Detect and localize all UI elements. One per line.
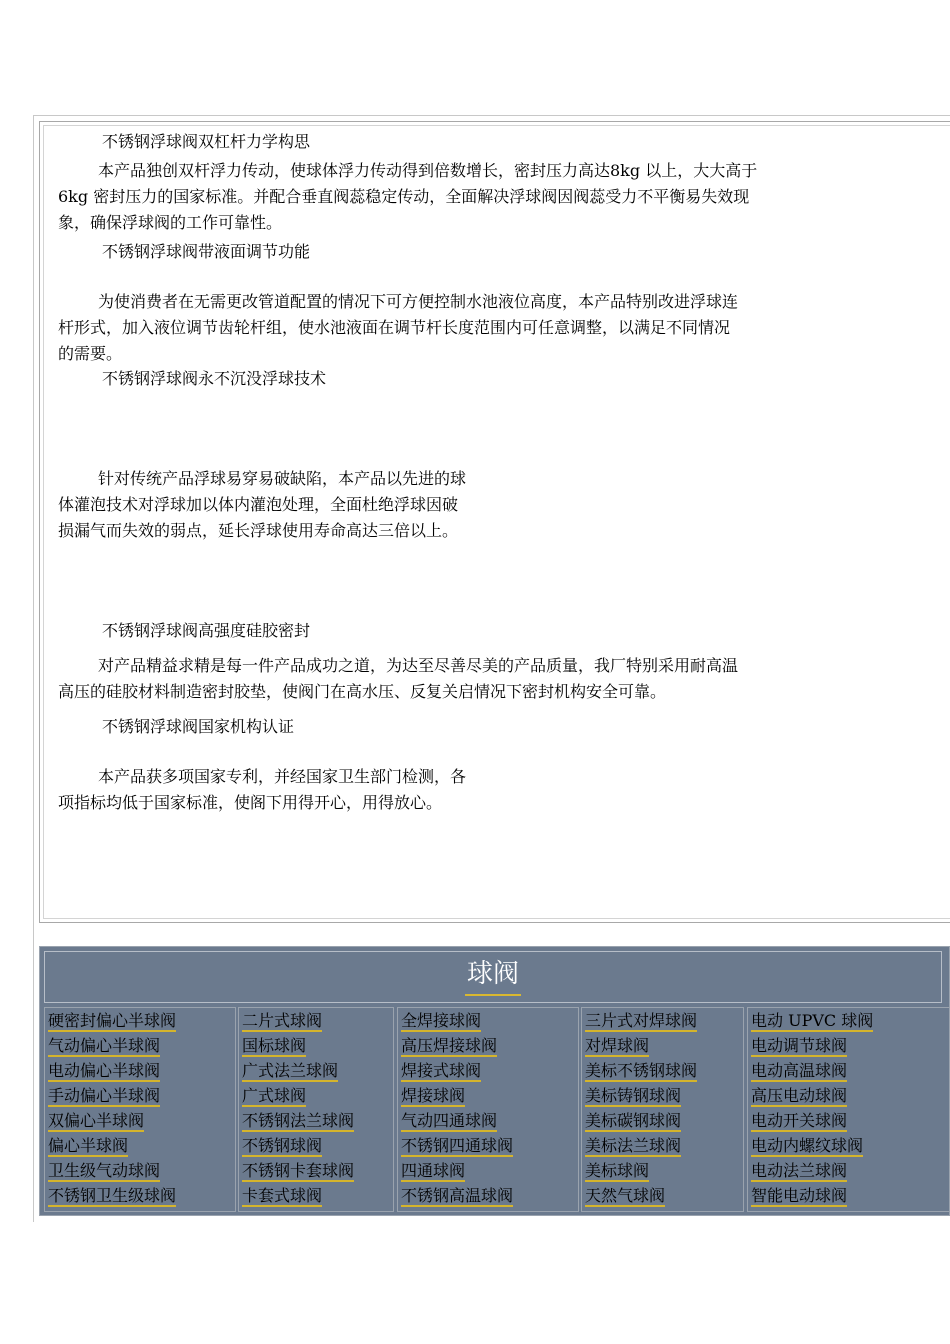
body-line: 体灌泡技术对浮球加以体内灌泡处理，全面杜绝浮球因破	[58, 495, 459, 514]
category-column-1	[44, 1007, 236, 1212]
category-link-label: 不锈钢法兰球阀	[242, 1111, 355, 1130]
category-link[interactable]	[48, 1185, 235, 1210]
category-columns	[44, 1007, 950, 1212]
category-link[interactable]	[242, 1010, 393, 1035]
category-link[interactable]	[401, 1135, 578, 1160]
category-link-label: 硬密封偏心半球阀	[48, 1011, 177, 1030]
category-link-label: 双偏心半球阀	[48, 1111, 145, 1130]
category-link[interactable]	[401, 1160, 578, 1185]
category-link-label: 四通球阀	[401, 1161, 466, 1180]
section-body-certification	[58, 764, 466, 816]
body-line: 针对传统产品浮球易穿易破缺陷，本产品以先进的球	[98, 469, 467, 488]
category-link[interactable]	[48, 1110, 235, 1135]
category-link[interactable]	[751, 1135, 950, 1160]
body-line: 损漏气而失效的弱点，延长浮球使用寿命高达三倍以上。	[58, 521, 459, 540]
category-link[interactable]	[401, 1185, 578, 1210]
category-header	[44, 951, 942, 1003]
category-link[interactable]	[401, 1085, 578, 1110]
category-link-label: 卫生级气动球阀	[48, 1161, 161, 1180]
body-line: 6kg 密封压力的国家标准。并配合垂直阀蕊稳定传动，全面解决浮球阀因阀蕊受力不平衡易失效现	[58, 187, 750, 206]
category-link[interactable]	[48, 1085, 235, 1110]
category-link[interactable]	[585, 1110, 743, 1135]
category-link-label: 美标法兰球阀	[585, 1136, 682, 1155]
category-link-label: 不锈钢球阀	[242, 1136, 323, 1155]
section-body-lever	[58, 158, 757, 236]
category-link[interactable]	[242, 1135, 393, 1160]
body-line: 象，确保浮球阀的工作可靠性。	[58, 213, 283, 232]
category-link-label: 气动偏心半球阀	[48, 1036, 161, 1055]
category-link[interactable]	[751, 1035, 950, 1060]
body-line: 项指标均低于国家标准，使阁下用得开心，用得放心。	[58, 793, 443, 812]
body-line: 对产品精益求精是每一件产品成功之道，为达至尽善尽美的产品质量，我厂特别采用耐高温	[98, 656, 739, 675]
category-link-label: 不锈钢卡套球阀	[242, 1161, 355, 1180]
category-link-label: 电动 UPVC 球阀	[751, 1011, 874, 1030]
category-link-label: 天然气球阀	[585, 1186, 666, 1205]
category-link[interactable]	[48, 1035, 235, 1060]
category-link-label: 不锈钢高温球阀	[401, 1186, 514, 1205]
category-panel	[39, 946, 950, 1216]
category-link[interactable]	[401, 1110, 578, 1135]
category-link-label: 智能电动球阀	[751, 1186, 848, 1205]
category-link[interactable]	[585, 1085, 743, 1110]
section-body-silicone-seal	[58, 653, 738, 705]
category-link-label: 焊接球阀	[401, 1086, 466, 1105]
category-link[interactable]	[242, 1110, 393, 1135]
category-link[interactable]	[585, 1035, 743, 1060]
category-link[interactable]	[48, 1160, 235, 1185]
category-link-label: 美标不锈钢球阀	[585, 1061, 698, 1080]
category-link[interactable]	[48, 1010, 235, 1035]
section-heading-level-adjust: 不锈钢浮球阀带液面调节功能	[102, 242, 311, 261]
category-link[interactable]	[751, 1185, 950, 1210]
category-link[interactable]	[585, 1185, 743, 1210]
category-link-label: 不锈钢四通球阀	[401, 1136, 514, 1155]
category-link[interactable]	[242, 1060, 393, 1085]
category-link[interactable]	[401, 1035, 578, 1060]
category-link-label: 全焊接球阀	[401, 1011, 482, 1030]
category-link[interactable]	[751, 1110, 950, 1135]
category-link-label: 二片式球阀	[242, 1011, 323, 1030]
section-heading-lever: 不锈钢浮球阀双杠杆力学构思	[102, 132, 311, 151]
category-link[interactable]	[585, 1010, 743, 1035]
body-line: 高压的硅胶材料制造密封胶垫，使阀门在高水压、反复关启情况下密封机构安全可靠。	[58, 682, 667, 701]
section-heading-float-tech: 不锈钢浮球阀永不沉没浮球技术	[102, 369, 327, 388]
category-link[interactable]	[242, 1035, 393, 1060]
category-link-label: 不锈钢卫生级球阀	[48, 1186, 177, 1205]
section-heading-silicone-seal: 不锈钢浮球阀高强度硅胶密封	[102, 621, 311, 640]
category-link-label: 美标碳钢球阀	[585, 1111, 682, 1130]
category-link-label: 手动偏心半球阀	[48, 1086, 161, 1105]
body-line: 本产品获多项国家专利，并经国家卫生部门检测，各	[98, 767, 467, 786]
category-link-label: 电动法兰球阀	[751, 1161, 848, 1180]
category-link[interactable]	[585, 1135, 743, 1160]
category-link[interactable]	[48, 1060, 235, 1085]
section-body-float-tech	[58, 466, 466, 544]
section-body-level-adjust	[58, 289, 738, 367]
category-column-4	[581, 1007, 744, 1212]
category-link[interactable]	[585, 1160, 743, 1185]
category-link-label: 广式法兰球阀	[242, 1061, 339, 1080]
category-column-2	[238, 1007, 394, 1212]
category-link-label: 卡套式球阀	[242, 1186, 323, 1205]
body-line: 本产品独创双杆浮力传动，使球体浮力传动得到倍数增长，密封压力高达8kg 以上，大大高于	[98, 161, 758, 180]
category-link-label: 美标铸钢球阀	[585, 1086, 682, 1105]
body-line: 的需要。	[58, 344, 123, 363]
section-heading-certification: 不锈钢浮球阀国家机构认证	[102, 717, 295, 736]
category-link-label: 电动偏心半球阀	[48, 1061, 161, 1080]
category-column-5	[747, 1007, 950, 1212]
category-link[interactable]	[751, 1085, 950, 1110]
category-link-label: 电动高温球阀	[751, 1061, 848, 1080]
category-link[interactable]	[751, 1060, 950, 1085]
category-link[interactable]	[48, 1135, 235, 1160]
category-link-label: 气动四通球阀	[401, 1111, 498, 1130]
category-link[interactable]	[242, 1085, 393, 1110]
category-link[interactable]	[751, 1010, 950, 1035]
category-link[interactable]	[751, 1160, 950, 1185]
category-link-label: 电动调节球阀	[751, 1036, 848, 1055]
category-link-label: 广式球阀	[242, 1086, 307, 1105]
category-link-label: 高压焊接球阀	[401, 1036, 498, 1055]
category-link-label: 国标球阀	[242, 1036, 307, 1055]
category-link[interactable]	[401, 1060, 578, 1085]
category-link[interactable]	[585, 1060, 743, 1085]
category-link[interactable]	[401, 1010, 578, 1035]
category-link-label: 三片式对焊球阀	[585, 1011, 698, 1030]
category-link-label: 电动内螺纹球阀	[751, 1136, 864, 1155]
category-link[interactable]	[242, 1185, 393, 1210]
category-link-label: 对焊球阀	[585, 1036, 650, 1055]
category-title: 球阀	[465, 958, 521, 996]
category-link-label: 美标球阀	[585, 1161, 650, 1180]
body-line: 为使消费者在无需更改管道配置的情况下可方便控制水池液位高度，本产品特别改进浮球连	[98, 292, 739, 311]
category-link-label: 焊接式球阀	[401, 1061, 482, 1080]
category-link-label: 偏心半球阀	[48, 1136, 129, 1155]
category-link-label: 高压电动球阀	[751, 1086, 848, 1105]
category-link[interactable]	[242, 1160, 393, 1185]
category-link-label: 电动开关球阀	[751, 1111, 848, 1130]
category-column-3	[397, 1007, 579, 1212]
body-line: 杆形式，加入液位调节齿轮杆组，使水池液面在调节杆长度范围内可任意调整，以满足不同情况	[58, 318, 731, 337]
